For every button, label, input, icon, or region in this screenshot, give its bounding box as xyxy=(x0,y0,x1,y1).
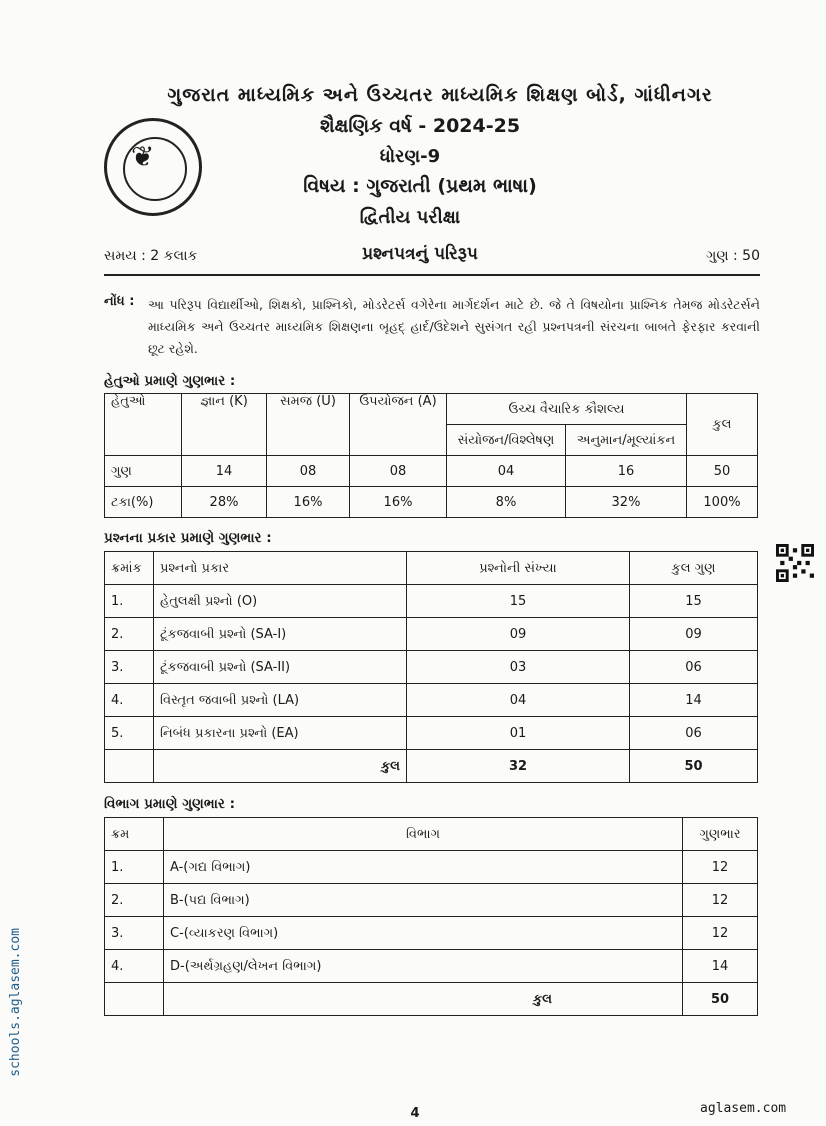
cell-marks: 06 xyxy=(630,651,758,684)
header-understanding: સમજ (U) xyxy=(267,394,350,456)
header-number: ક્રમ xyxy=(105,818,164,851)
cell-count: 15 xyxy=(407,585,630,618)
question-type-caption: પ્રશ્નના પ્રકાર પ્રમાણે ગુણભાર : xyxy=(104,530,272,546)
table-row xyxy=(105,585,758,618)
cell-number: 2. xyxy=(105,618,154,651)
note-label: નોંધ : xyxy=(104,294,135,309)
question-type-table xyxy=(104,551,758,783)
cell-type: ટૂંકજવાબી પ્રશ્નો (SA-II) xyxy=(154,651,407,684)
cell-section: A-(ગદ્ય વિભાગ) xyxy=(164,851,683,884)
total-label: કુલ xyxy=(164,983,683,1016)
table-row xyxy=(105,684,758,717)
cell-number: 2. xyxy=(105,884,164,917)
cell-evaluation: 32% xyxy=(565,487,686,518)
header-hots: ઉચ્ચ વૈચારિક કૌશલ્ય xyxy=(447,394,687,425)
row-label: ગુણ xyxy=(105,456,182,487)
table-row xyxy=(105,917,758,950)
cell-marks: 09 xyxy=(630,618,758,651)
row-label: ટકા(%) xyxy=(105,487,182,518)
standard: ધોરણ-9 xyxy=(379,146,441,167)
table-row xyxy=(105,651,758,684)
exam-time: સમય : 2 કલાક xyxy=(104,248,198,264)
subject: વિષય : ગુજરાતી (પ્રથમ ભાષા) xyxy=(303,175,537,197)
cell-empty xyxy=(105,983,164,1016)
cell-count: 09 xyxy=(407,618,630,651)
header-weight: ગુણભાર xyxy=(683,818,758,851)
cell-understanding: 16% xyxy=(267,487,350,518)
header-evaluation: અનુમાન/મૂલ્યાંકન xyxy=(565,425,686,456)
academic-year: શૈક્ષણિક વર્ષ - 2024-25 xyxy=(319,115,521,137)
cell-application: 16% xyxy=(350,487,447,518)
header-knowledge: જ્ઞાન (K) xyxy=(182,394,267,456)
table-row xyxy=(105,487,758,518)
cell-weight: 12 xyxy=(683,851,758,884)
total-marks: ગુણ : 50 xyxy=(706,248,760,264)
total-row xyxy=(105,983,758,1016)
cell-number: 4. xyxy=(105,950,164,983)
cell-type: વિસ્તૃત જવાબી પ્રશ્નો (LA) xyxy=(154,684,407,717)
cell-marks: 15 xyxy=(630,585,758,618)
cell-marks: 06 xyxy=(630,717,758,750)
header-question-count: પ્રશ્નોની સંખ્યા xyxy=(407,552,630,585)
cell-section: D-(અર્થગ્રહણ/લેખન વિભાગ) xyxy=(164,950,683,983)
total-count: 32 xyxy=(407,750,630,783)
table-row xyxy=(105,884,758,917)
total-row xyxy=(105,750,758,783)
cell-count: 03 xyxy=(407,651,630,684)
table-row xyxy=(105,456,758,487)
header-application: ઉપયોજન (A) xyxy=(350,394,447,456)
header-question-type: પ્રશ્નનો પ્રકાર xyxy=(154,552,407,585)
cell-number: 4. xyxy=(105,684,154,717)
total-marks: 50 xyxy=(630,750,758,783)
cell-total: 50 xyxy=(687,456,758,487)
note-text: આ પરિરૂપ વિદ્યાર્થીઓ, શિક્ષકો, પ્રાશ્નિકો, મોડરેટર્સ વગેરેના માર્ગદર્શન માટે છે. જે તે વિષયોના પ્રાશ્નિક તેમજ મોડરેટર્સને માધ્યમિક અને ઉચ્ચતર માધ્યમિક શિક્ષણના બૃહદ્ હાર્દ/ઉદેશને સુસંગત રહી પ્રશ્નપત્રની સંરચના બાબતે ફેરફાર કરવાની છૂટ રહેશે. xyxy=(148,297,760,356)
divider xyxy=(104,274,760,276)
header-objective: હેતુઓ xyxy=(105,394,182,456)
page-number: 4 xyxy=(410,1106,420,1121)
cell-analysis: 8% xyxy=(447,487,566,518)
brand-watermark: aglasem.com xyxy=(700,1101,787,1116)
header-number: ક્રમાંક xyxy=(105,552,154,585)
cell-count: 04 xyxy=(407,684,630,717)
cell-section: C-(વ્યાકરણ વિભાગ) xyxy=(164,917,683,950)
cell-evaluation: 16 xyxy=(565,456,686,487)
header-analysis: સંયોજન/વિશ્લેષણ xyxy=(447,425,566,456)
table-row xyxy=(105,717,758,750)
total-label: કુલ xyxy=(154,750,407,783)
board-name: ગુજરાત માધ્યમિક અને ઉચ્ચતર માધ્યમિક શિક્ષણ બોર્ડ, ગાંધીનગર xyxy=(167,84,713,106)
header-total-marks: કુલ ગુણ xyxy=(630,552,758,585)
cell-count: 01 xyxy=(407,717,630,750)
exam-name: દ્વિતીય પરીક્ષા xyxy=(359,207,461,228)
page-title: પ્રશ્નપત્રનું પરિરૂપ xyxy=(362,244,478,264)
section-weightage-caption: વિભાગ પ્રમાણે ગુણભાર : xyxy=(104,796,236,812)
table-row xyxy=(105,851,758,884)
qr-code-icon xyxy=(776,544,814,582)
objective-weightage-table xyxy=(104,393,758,518)
cell-weight: 12 xyxy=(683,917,758,950)
total-weight: 50 xyxy=(683,983,758,1016)
table-row xyxy=(105,618,758,651)
cell-weight: 12 xyxy=(683,884,758,917)
cell-knowledge: 28% xyxy=(182,487,267,518)
cell-weight: 14 xyxy=(683,950,758,983)
cell-total: 100% xyxy=(687,487,758,518)
cell-understanding: 08 xyxy=(267,456,350,487)
cell-number: 1. xyxy=(105,585,154,618)
cell-number: 3. xyxy=(105,651,154,684)
cell-type: ટૂંકજવાબી પ્રશ્નો (SA-I) xyxy=(154,618,407,651)
table-row xyxy=(105,950,758,983)
cell-number: 1. xyxy=(105,851,164,884)
header-section: વિભાગ xyxy=(164,818,683,851)
cell-application: 08 xyxy=(350,456,447,487)
cell-marks: 14 xyxy=(630,684,758,717)
cell-section: B-(પદ્ય વિભાગ) xyxy=(164,884,683,917)
board-seal-logo xyxy=(104,118,202,216)
cell-type: નિબંધ પ્રકારના પ્રશ્નો (EA) xyxy=(154,717,407,750)
side-watermark: schools.aglasem.com xyxy=(8,928,23,1077)
objective-weightage-caption: હેતુઓ પ્રમાણે ગુણભાર : xyxy=(104,373,236,389)
cell-knowledge: 14 xyxy=(182,456,267,487)
swan-emblem-icon: ❦ xyxy=(131,140,155,173)
section-weightage-table xyxy=(104,817,758,1016)
cell-number: 5. xyxy=(105,717,154,750)
cell-analysis: 04 xyxy=(447,456,566,487)
header-total: કુલ xyxy=(687,394,758,456)
cell-type: હેતુલક્ષી પ્રશ્નો (O) xyxy=(154,585,407,618)
cell-number: 3. xyxy=(105,917,164,950)
cell-empty xyxy=(105,750,154,783)
